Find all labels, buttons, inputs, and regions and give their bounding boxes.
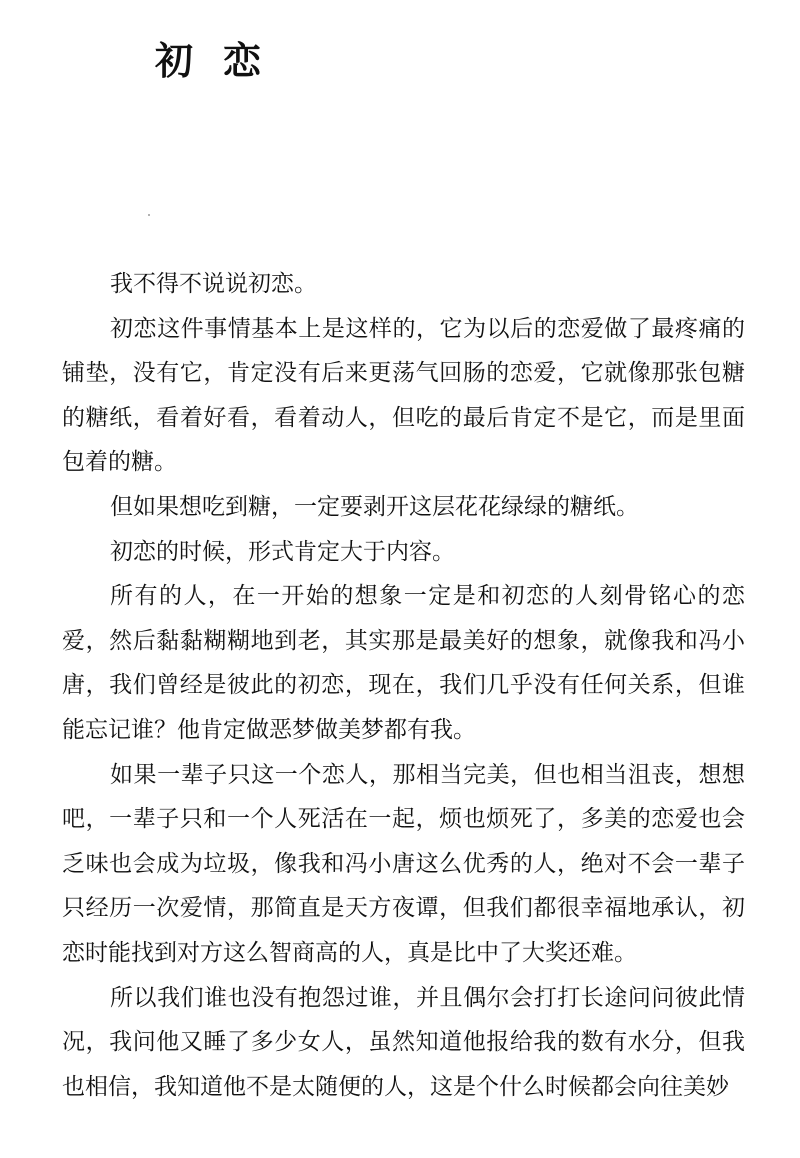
paragraph-1: 我不得不说说初恋。 [110, 271, 317, 297]
paragraph-5: 所有的人，在一开始的想象一定是和初恋的人刻骨铭心的恋爱，然后黏黏糊糊地到老，其实那是最美好的想象，就像我和冯小唐，我们曾经是彼此的初恋，现在，我们几乎没有任何关系，但谁能忘记谁？他肯定做恶梦做美梦都有我。 [62, 583, 745, 743]
paragraph-2: 初恋这件事情基本上是这样的，它为以后的恋爱做了最疼痛的铺垫，没有它，肯定没有后来更荡气回肠的恋爱，它就像那张包糖的糖纸，看着好看，看着动人，但吃的最后肯定不是它，而是里面包着的糖。 [62, 315, 745, 476]
chapter-title: 初恋 [155, 38, 292, 83]
paragraph-3: 但如果想吃到糖，一定要剥开这层花花绿绿的糖纸。 [110, 493, 639, 520]
paragraph-7: 所以我们谁也没有抱怨过谁，并且偶尔会打打长途问问彼此情况，我问他又睡了多少女人，虽然知道他报给我的数有水分，但我也相信，我知道他不是太随便的人，这是个什么时候都会向往美妙 [62, 984, 745, 1100]
body-text [62, 262, 745, 1109]
paragraph-6: 如果一辈子只这一个恋人，那相当完美，但也相当沮丧，想想吧，一辈子只和一个人死活在一起，烦也烦死了，多美的恋爱也会乏味也会成为垃圾，像我和冯小唐这么优秀的人，绝对不会一辈子只经历一次爱情，那简直是天方夜谭，但我们都很幸福地承认，初恋时能找到对方这么智商高的人，真是比中了大奖还难。 [62, 761, 745, 966]
paragraph-4: 初恋的时候，形式肯定大于内容。 [110, 538, 455, 565]
scan-speck [148, 214, 150, 216]
